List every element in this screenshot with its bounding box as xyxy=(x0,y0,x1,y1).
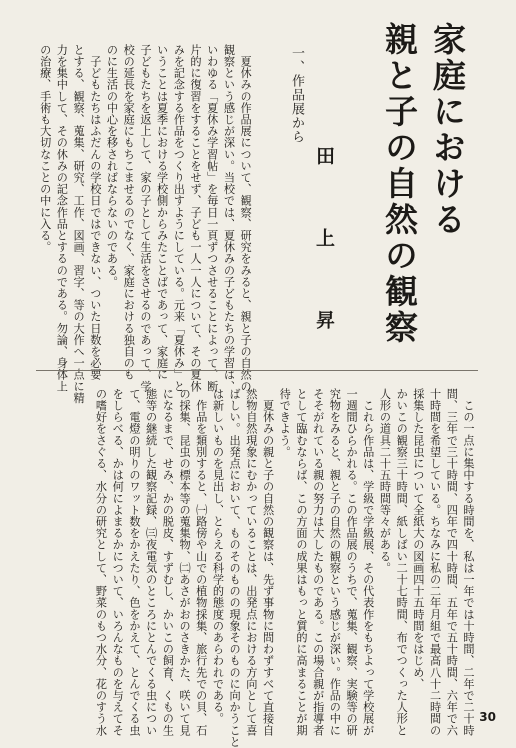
author-name: 田 上 昇 xyxy=(313,146,335,351)
page-number: 30 xyxy=(479,710,496,724)
lower-body-text: この一点に集中する時間を、私は一年では十時間、二年で二十時 間、三年で三十時間、四年で四十時間、五年で五十時間、六年で六 十時間を希望している。ちなみに私の二年月組で最高八十二時間の 採集した昆虫について全紙大の図画四十五時間をはじめ、 かいこの観察三十時間、紙しばい二十七時間、布でつくった人形と 人形の道具二十五時間等々がある。 これら作品は、学級で学級展、その代表作をもちよって学校展が 一週間ひらかれる。この作品展のうちで、蒐集、観察、実験等の研 究物をみると、親と子の自然の観察という感じが深い。作品の中に そそがれている親の努力は大したものである。この場合親が指導者 として臨むならば、この方面の成果はもっと質的に高まることが期 待できよう。 夏休みの親と子の自然の観察は、先ず事物に問わずすべて直接自 然物自然現象にむかっていることは、出発点における方向として喜 ばしい。出発点において、ものそのものの現象そのものに向かうこと は新しいものを見出し、とらえる科学的態度のあらわれである。 作品を類別すると、㈠路傍や山での植物採集、旅行先での貝、石 の採集、昆虫の標本等の蒐集物、㈡あさがおのさきかた、咲いて見 になるまで、せみ、かの脱皮、すずむし、かいこの飼育、くもの生 態等の継続した観察記録、㈢夜電気のところにとんでくる虫につい て、電燈の明りのワット数をかえたり、色をかえて、とんでくる虫 をしらべる、かは何によまるかについて、いろんなものを与えてそ の嗜好をさぐる、水分の研究として、野菜のもつ水分、花のすう水 xyxy=(94,388,475,748)
article-title: 家庭における 親と子の自然の観察 xyxy=(380,22,467,346)
section-divider xyxy=(36,370,478,371)
section-heading: 一、作品展から xyxy=(289,46,304,144)
upper-body-text: 夏休みの作品展について、観察、研究をみると、親と子の自然の 観察という感じが深い。当校では、夏休みの子どもたちの学習は、 いわゆる「夏休み学習帖」を毎日一頁ずつさせることによって、断 片的に復習をすることをせず、子ども一人一人について、その夏休 みを記念する作品をつくり出すようにしている。元来「夏休み」と いうことは夏季における学校側からみたことばであって、家庭に 子どもたちを返上して、家の子として生活をさせるのであって、学 校の延長を家庭にもちこませるのでなく、家庭における独自のも のに生活の中心を移さればならないのである。 子どもたちはふだんの学校日ではできない、ついた日数を必要 とする、観察、蒐集、研究、工作、図画、習字、等の大作へ一点に精 力を集中して、その休みの記念作品とするのである。勿論、身体上 の治療、手術も大切なことの中に入る。 xyxy=(38,44,253,404)
